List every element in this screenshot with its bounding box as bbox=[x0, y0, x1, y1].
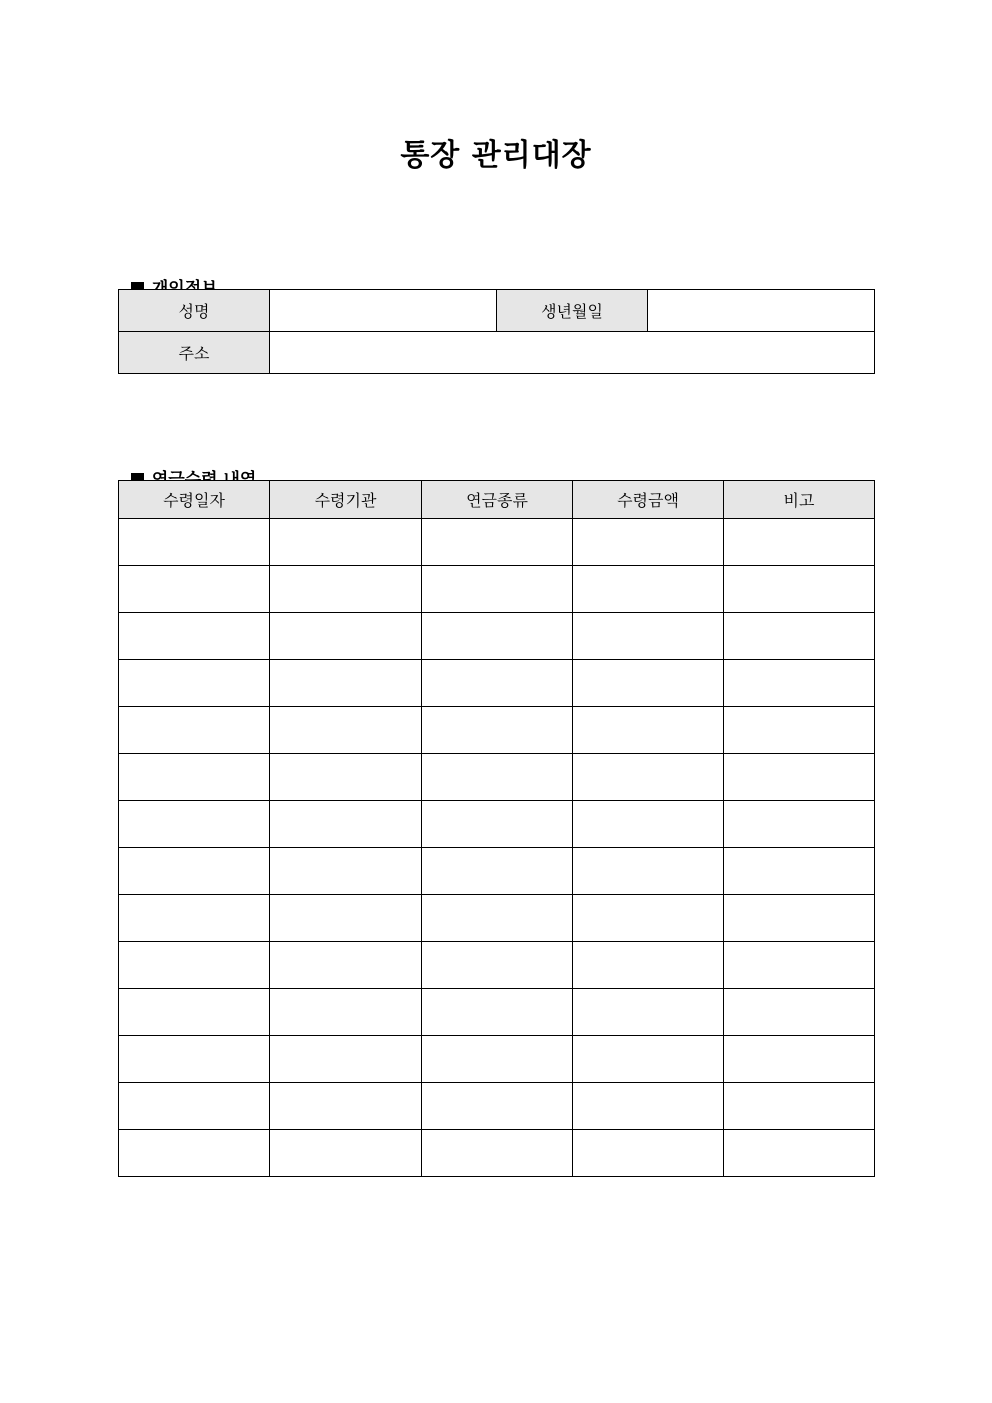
column-header-receipt-institution: 수령기관 bbox=[270, 481, 422, 519]
receipt-amount-cell[interactable] bbox=[573, 660, 724, 707]
pension-type-cell[interactable] bbox=[422, 1130, 573, 1177]
column-header-pension-type: 연금종류 bbox=[422, 481, 573, 519]
remarks-cell[interactable] bbox=[724, 801, 875, 848]
address-label: 주소 bbox=[119, 332, 270, 374]
remarks-cell[interactable] bbox=[724, 942, 875, 989]
pension-type-cell[interactable] bbox=[422, 519, 573, 566]
receipt-institution-cell[interactable] bbox=[270, 1130, 422, 1177]
pension-type-cell[interactable] bbox=[422, 613, 573, 660]
receipt-amount-cell[interactable] bbox=[573, 1083, 724, 1130]
table-row bbox=[119, 613, 875, 660]
receipt-date-cell[interactable] bbox=[119, 1036, 270, 1083]
receipt-date-cell[interactable] bbox=[119, 613, 270, 660]
table-row bbox=[119, 942, 875, 989]
table-row bbox=[119, 1036, 875, 1083]
personal-info-row-address bbox=[119, 332, 875, 374]
remarks-cell[interactable] bbox=[724, 754, 875, 801]
personal-info-row-name bbox=[119, 290, 875, 332]
remarks-cell[interactable] bbox=[724, 1083, 875, 1130]
pension-type-cell[interactable] bbox=[422, 707, 573, 754]
name-field[interactable] bbox=[270, 290, 497, 332]
remarks-cell[interactable] bbox=[724, 1036, 875, 1083]
receipt-date-cell[interactable] bbox=[119, 707, 270, 754]
receipt-date-cell[interactable] bbox=[119, 754, 270, 801]
receipt-institution-cell[interactable] bbox=[270, 519, 422, 566]
pension-type-cell[interactable] bbox=[422, 1083, 573, 1130]
pension-table-header-row bbox=[119, 481, 875, 519]
receipt-amount-cell[interactable] bbox=[573, 848, 724, 895]
receipt-institution-cell[interactable] bbox=[270, 989, 422, 1036]
table-row bbox=[119, 895, 875, 942]
table-row bbox=[119, 1083, 875, 1130]
page-title: 통장 관리대장 bbox=[400, 138, 592, 173]
table-row bbox=[119, 801, 875, 848]
remarks-cell[interactable] bbox=[724, 707, 875, 754]
pension-type-cell[interactable] bbox=[422, 566, 573, 613]
receipt-amount-cell[interactable] bbox=[573, 895, 724, 942]
receipt-institution-cell[interactable] bbox=[270, 895, 422, 942]
receipt-institution-cell[interactable] bbox=[270, 801, 422, 848]
receipt-institution-cell[interactable] bbox=[270, 613, 422, 660]
receipt-amount-cell[interactable] bbox=[573, 519, 724, 566]
receipt-institution-cell[interactable] bbox=[270, 754, 422, 801]
receipt-amount-cell[interactable] bbox=[573, 566, 724, 613]
pension-type-cell[interactable] bbox=[422, 660, 573, 707]
pension-type-cell[interactable] bbox=[422, 754, 573, 801]
receipt-institution-cell[interactable] bbox=[270, 707, 422, 754]
birth-date-label: 생년월일 bbox=[497, 290, 648, 332]
receipt-date-cell[interactable] bbox=[119, 566, 270, 613]
receipt-date-cell[interactable] bbox=[119, 660, 270, 707]
table-row bbox=[119, 989, 875, 1036]
pension-table-body bbox=[119, 519, 875, 1177]
pension-type-cell[interactable] bbox=[422, 848, 573, 895]
column-header-remarks: 비고 bbox=[724, 481, 875, 519]
receipt-amount-cell[interactable] bbox=[573, 942, 724, 989]
table-row bbox=[119, 519, 875, 566]
receipt-institution-cell[interactable] bbox=[270, 1083, 422, 1130]
pension-type-cell[interactable] bbox=[422, 989, 573, 1036]
pension-type-cell[interactable] bbox=[422, 942, 573, 989]
receipt-amount-cell[interactable] bbox=[573, 707, 724, 754]
receipt-institution-cell[interactable] bbox=[270, 660, 422, 707]
pension-type-cell[interactable] bbox=[422, 801, 573, 848]
remarks-cell[interactable] bbox=[724, 613, 875, 660]
receipt-date-cell[interactable] bbox=[119, 1083, 270, 1130]
remarks-cell[interactable] bbox=[724, 519, 875, 566]
personal-info-table bbox=[118, 289, 875, 374]
receipt-amount-cell[interactable] bbox=[573, 1130, 724, 1177]
receipt-amount-cell[interactable] bbox=[573, 613, 724, 660]
receipt-institution-cell[interactable] bbox=[270, 942, 422, 989]
table-row bbox=[119, 1130, 875, 1177]
receipt-date-cell[interactable] bbox=[119, 1130, 270, 1177]
receipt-amount-cell[interactable] bbox=[573, 801, 724, 848]
column-header-receipt-date: 수령일자 bbox=[119, 481, 270, 519]
receipt-institution-cell[interactable] bbox=[270, 1036, 422, 1083]
table-row bbox=[119, 848, 875, 895]
remarks-cell[interactable] bbox=[724, 848, 875, 895]
receipt-date-cell[interactable] bbox=[119, 989, 270, 1036]
name-label: 성명 bbox=[119, 290, 270, 332]
receipt-date-cell[interactable] bbox=[119, 942, 270, 989]
receipt-date-cell[interactable] bbox=[119, 801, 270, 848]
pension-type-cell[interactable] bbox=[422, 895, 573, 942]
remarks-cell[interactable] bbox=[724, 989, 875, 1036]
receipt-institution-cell[interactable] bbox=[270, 848, 422, 895]
receipt-amount-cell[interactable] bbox=[573, 989, 724, 1036]
address-field[interactable] bbox=[270, 332, 875, 374]
remarks-cell[interactable] bbox=[724, 1130, 875, 1177]
receipt-institution-cell[interactable] bbox=[270, 566, 422, 613]
receipt-amount-cell[interactable] bbox=[573, 1036, 724, 1083]
remarks-cell[interactable] bbox=[724, 566, 875, 613]
pension-type-cell[interactable] bbox=[422, 1036, 573, 1083]
table-row bbox=[119, 660, 875, 707]
remarks-cell[interactable] bbox=[724, 895, 875, 942]
receipt-amount-cell[interactable] bbox=[573, 754, 724, 801]
receipt-date-cell[interactable] bbox=[119, 895, 270, 942]
remarks-cell[interactable] bbox=[724, 660, 875, 707]
table-row bbox=[119, 707, 875, 754]
table-row bbox=[119, 566, 875, 613]
receipt-date-cell[interactable] bbox=[119, 848, 270, 895]
receipt-date-cell[interactable] bbox=[119, 519, 270, 566]
table-row bbox=[119, 754, 875, 801]
column-header-receipt-amount: 수령금액 bbox=[573, 481, 724, 519]
birth-date-field[interactable] bbox=[648, 290, 875, 332]
pension-history-table bbox=[118, 480, 875, 1177]
